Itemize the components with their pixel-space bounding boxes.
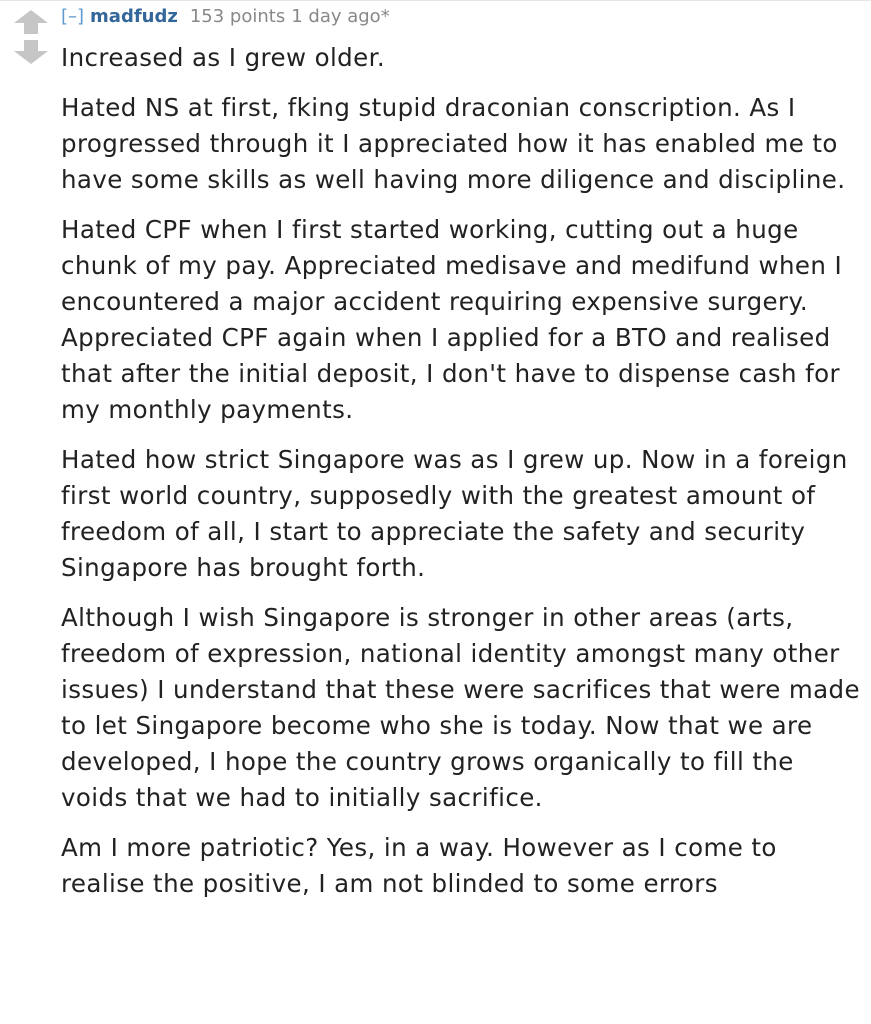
comment-paragraph: Although I wish Singapore is stronger in other areas (arts, freedom of expression, national identity amongst many other issues) I understand that these were sacrifices that were made to let Singapore become who she is today. Now that we are developed, I hope the country grows organically to fill the voids that we had to initially sacrifice.	[61, 603, 860, 812]
author-link[interactable]: madfudz	[90, 6, 178, 27]
comment-paragraph: Hated NS at first, fking stupid draconian conscription. As I progressed through it I appreciated how it has enabled me to have some skills as well having more diligence and discipline.	[61, 93, 846, 194]
top-divider	[0, 0, 871, 1]
comment-paragraph: Am I more patriotic? Yes, in a way. However as I come to realise the positive, I am not blinded to some errors	[61, 833, 777, 898]
comment	[61, 4, 861, 916]
comment-tagline	[61, 4, 861, 30]
vote-controls	[14, 10, 48, 64]
upvote-arrow-icon	[14, 10, 48, 34]
collapse-toggle[interactable]: [–]	[61, 6, 85, 27]
downvote-button[interactable]	[14, 40, 48, 64]
downvote-arrow-icon	[14, 40, 48, 64]
score-text: 153 points	[189, 6, 286, 27]
comment-body	[61, 40, 861, 902]
timestamp[interactable]: 1 day ago	[291, 6, 381, 27]
comment-paragraph: Hated CPF when I first started working, cutting out a huge chunk of my pay. Appreciated medisave and medifund when I encountered a major accident requiring expensive surgery. Appreciated CPF again when I applied for a BTO and realised that after the initial deposit, I don't have to dispense cash for my monthly payments.	[61, 215, 843, 424]
upvote-button[interactable]	[14, 10, 48, 34]
comment-paragraph: Increased as I grew older.	[61, 43, 386, 72]
comment-paragraph: Hated how strict Singapore was as I grew up. Now in a foreign first world country, supposedly with the greatest amount of freedom of all, I start to appreciate the safety and security Singapore has brought forth.	[61, 445, 848, 582]
edited-marker: *	[380, 6, 390, 27]
